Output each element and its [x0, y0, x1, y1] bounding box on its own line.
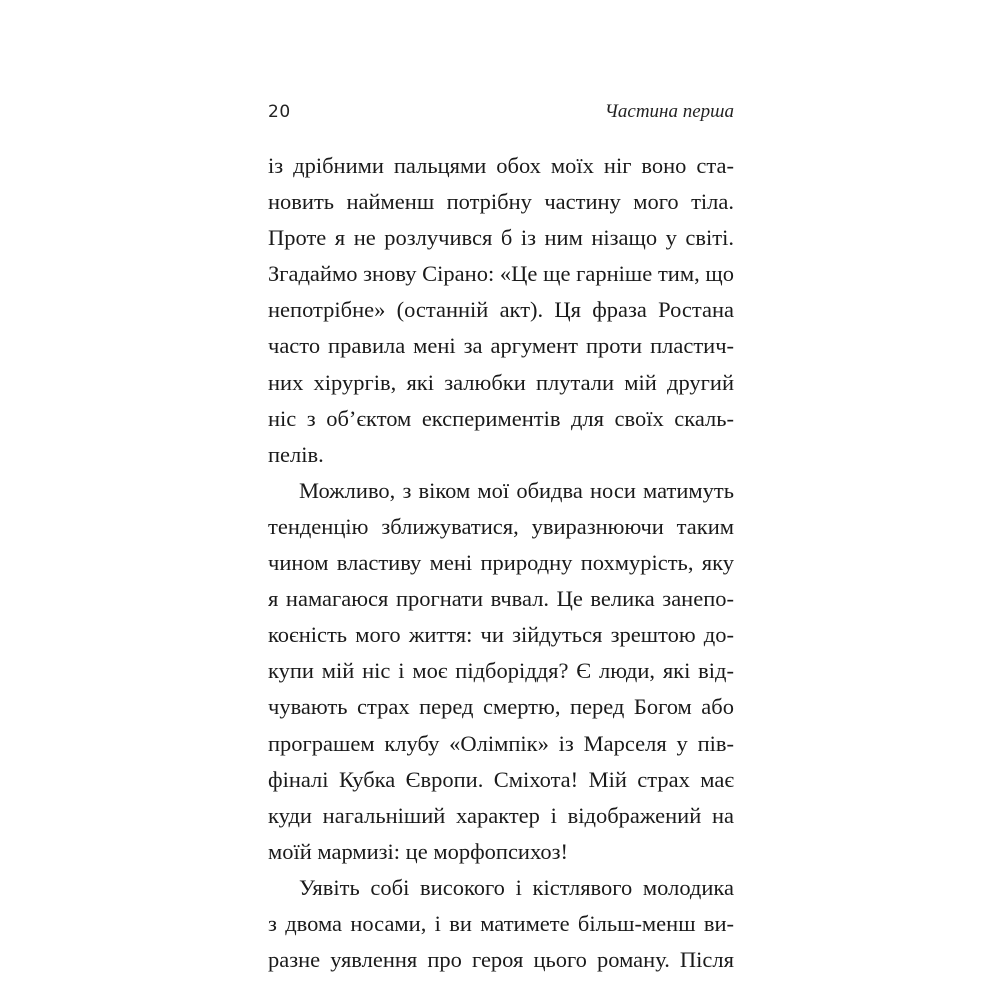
text-line: програшем клубу «Олімпік» із Марселя у пів-	[268, 730, 734, 756]
text-line: них хірургів, які залюбки плутали мій другий	[268, 369, 734, 395]
text-line: коєність мого життя: чи зійдуться зрештою до-	[268, 622, 734, 648]
page-number: 20	[268, 102, 291, 122]
text-line: з двома носами, і ви матимете більш-менш ви-	[268, 910, 734, 936]
text-line: разне уявлення про героя цього роману. Після	[268, 947, 734, 973]
text-line: моїй мармизі: це морфопсихоз!	[268, 838, 568, 864]
text-line: куди нагальніший характер і відображений на	[268, 802, 734, 828]
text-line: я намагаюся прогнати вчвал. Це велика занепо-	[268, 586, 734, 612]
text-line: ніс з об’єктом експериментів для своїх скаль-	[268, 405, 734, 431]
running-head	[268, 100, 734, 124]
paragraph-first-line: Можливо, з віком мої обидва носи матимуть	[299, 477, 734, 503]
text-line: чином властиву мені природну похмурість, яку	[268, 550, 734, 576]
text-line: купи мій ніс і моє підборіддя? Є люди, які від-	[268, 658, 734, 684]
text-line: фіналі Кубка Європи. Сміхота! Мій страх має	[268, 766, 734, 792]
text-line: чувають страх перед смертю, перед Богом або	[268, 694, 734, 720]
section-title: Частина перша	[604, 101, 734, 122]
text-line: Проте я не розлучився б із ним нізащо у світі.	[268, 225, 734, 251]
text-line: тенденцію зближуватися, увиразнюючи таким	[268, 513, 734, 539]
text-line: із дрібними пальцями обох моїх ніг воно ста-	[268, 153, 734, 178]
paragraph-first-line: Уявіть собі високого і кістлявого молодика	[299, 874, 734, 900]
text-line: новить найменш потрібну частину мого тіла.	[268, 189, 734, 215]
body-text	[268, 148, 734, 978]
text-line: непотрібне» (останній акт). Ця фраза Ростана	[268, 297, 734, 323]
text-line: Згадаймо знову Сірано: «Це ще гарніше тим, що	[268, 261, 734, 287]
text-line: пелів.	[268, 441, 324, 467]
text-line: часто правила мені за аргумент проти пластич-	[268, 333, 734, 359]
